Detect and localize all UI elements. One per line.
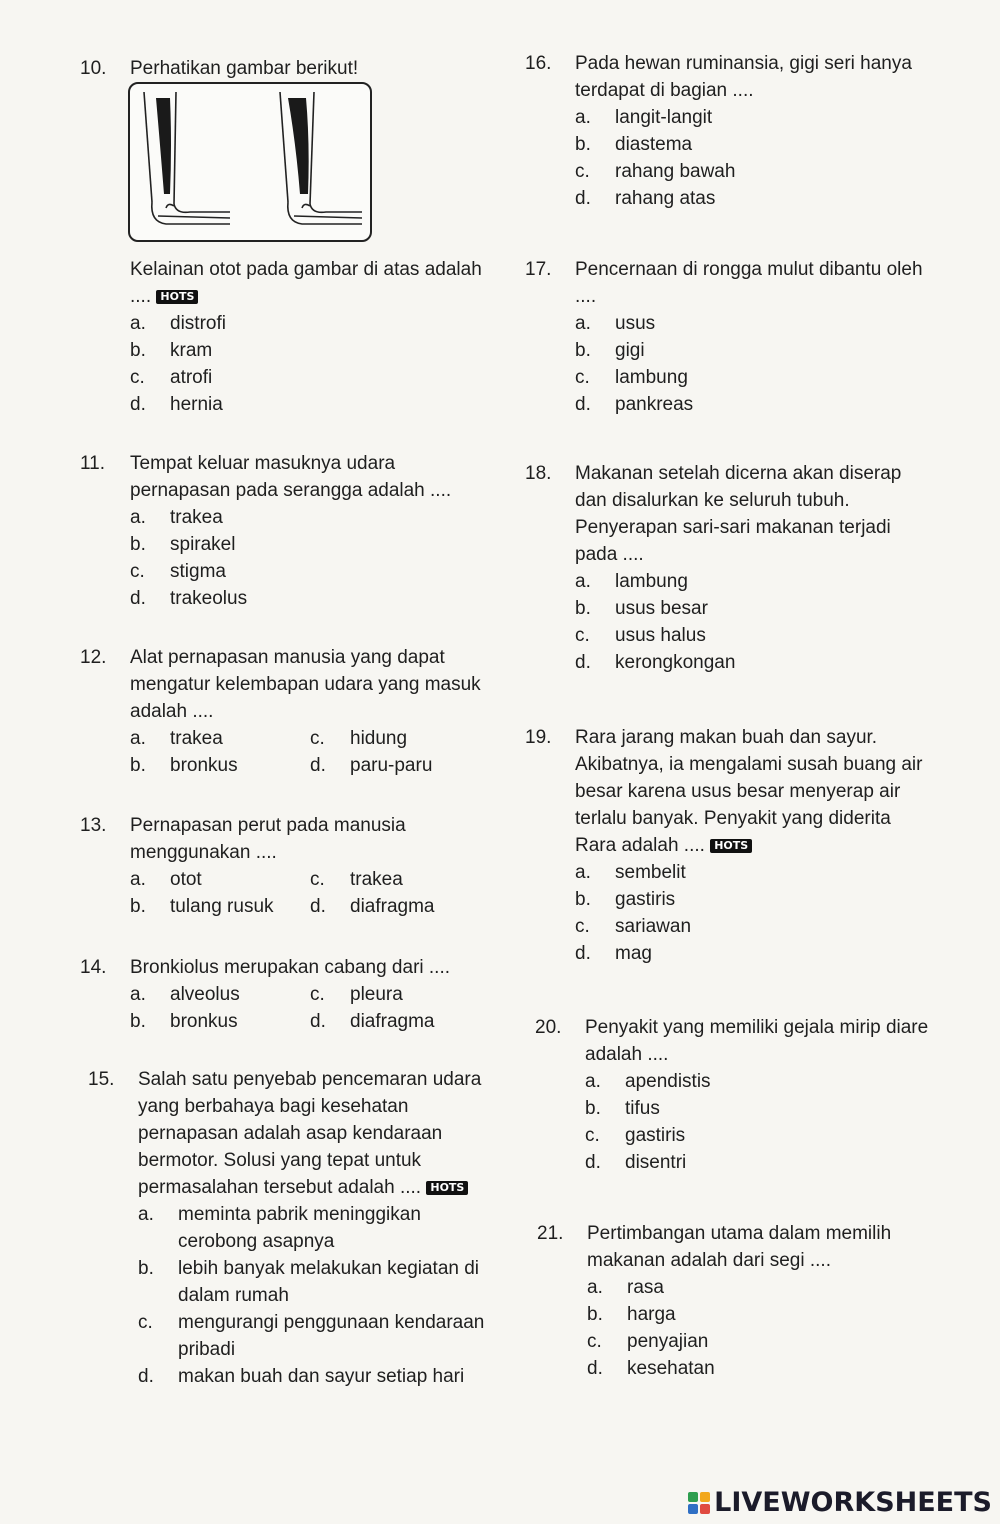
question-number: 15.	[88, 1069, 115, 1090]
option-d[interactable]: d. mag	[575, 943, 652, 964]
option-a[interactable]: a. otot	[130, 869, 202, 890]
arm-muscle-icon	[130, 84, 366, 236]
option-b[interactable]: b. tulang rusuk	[130, 896, 274, 917]
option-a[interactable]: a. usus	[575, 313, 656, 334]
logo-square	[688, 1492, 698, 1502]
question-stem: Bronkiolus merupakan cabang dari ....	[130, 957, 451, 978]
liveworksheets-brand[interactable]	[688, 1487, 992, 1518]
option-d[interactable]: d. pankreas	[575, 394, 694, 415]
logo-square	[700, 1492, 710, 1502]
hots-badge: HOTS	[710, 839, 752, 853]
question-stem: Pertimbangan utama dalam memilih makanan adalah dari segi ....	[587, 1223, 892, 1271]
option-d[interactable]: d. disentri	[585, 1152, 687, 1173]
option-c[interactable]: c. penyajian	[587, 1331, 709, 1352]
option-d[interactable]: d. rahang atas	[575, 188, 716, 209]
option-b[interactable]: b. gastiris	[575, 889, 676, 910]
option-a[interactable]: a. rasa	[587, 1277, 664, 1298]
question-number: 16.	[525, 53, 552, 74]
option-a[interactable]: a. lambung	[575, 571, 688, 592]
question-stem: Kelainan otot pada gambar di atas adalah ....	[130, 259, 482, 307]
option-c[interactable]: c. mengurangi penggunaan kendaraan pribadi	[138, 1312, 485, 1360]
question-number: 20.	[535, 1017, 562, 1038]
option-d[interactable]: d. trakeolus	[130, 588, 248, 609]
option-c[interactable]: c. rahang bawah	[575, 161, 736, 182]
option-d[interactable]: d. kesehatan	[587, 1358, 715, 1379]
option-b[interactable]: b. lebih banyak melakukan kegiatan di dalam rumah	[138, 1258, 480, 1306]
option-b[interactable]: b. gigi	[575, 340, 645, 361]
question-stem: Alat pernapasan manusia yang dapat mengatur kelembapan udara yang masuk adalah ....	[130, 647, 481, 722]
option-c[interactable]: c. gastiris	[585, 1125, 686, 1146]
option-b[interactable]: b. spirakel	[130, 534, 236, 555]
hots-badge: HOTS	[156, 290, 198, 304]
question-number: 21.	[537, 1223, 564, 1244]
question-number: 14.	[80, 957, 107, 978]
option-d[interactable]: d. paru-paru	[310, 755, 433, 776]
option-a[interactable]: a. alveolus	[130, 984, 240, 1005]
option-b[interactable]: b. bronkus	[130, 755, 238, 776]
option-a[interactable]: a. trakea	[130, 507, 223, 528]
option-c[interactable]: c. sariawan	[575, 916, 692, 937]
option-c[interactable]: c. atrofi	[130, 367, 213, 388]
question-number: 10.	[80, 58, 107, 79]
question-number: 11.	[80, 453, 106, 474]
option-b[interactable]: b. usus besar	[575, 598, 708, 619]
question-stem: Pada hewan ruminansia, gigi seri hanya terdapat di bagian ....	[575, 53, 912, 101]
question-stem: Tempat keluar masuknya udara pernapasan pada serangga adalah ....	[130, 453, 452, 501]
option-c[interactable]: c. lambung	[575, 367, 688, 388]
option-a[interactable]: a. meminta pabrik meninggikan cerobong asapnya	[138, 1204, 421, 1252]
option-a[interactable]: a. apendistis	[585, 1071, 711, 1092]
option-a[interactable]: a. langit-langit	[575, 107, 713, 128]
option-d[interactable]: d. diafragma	[310, 896, 435, 917]
logo-square	[700, 1504, 710, 1514]
option-b[interactable]: b. tifus	[585, 1098, 660, 1119]
option-d[interactable]: d. hernia	[130, 394, 223, 415]
hots-badge: HOTS	[426, 1181, 468, 1195]
question-number: 13.	[80, 815, 107, 836]
option-a[interactable]: a. sembelit	[575, 862, 686, 883]
option-c[interactable]: c. stigma	[130, 561, 226, 582]
option-a[interactable]: a. distrofi	[130, 313, 226, 334]
question-number: 19.	[525, 727, 552, 748]
option-c[interactable]: c. trakea	[310, 869, 403, 890]
question-stem: Penyakit yang memiliki gejala mirip diare adalah ....	[585, 1017, 929, 1065]
option-a[interactable]: a. trakea	[130, 728, 223, 749]
question-stem: Pencernaan di rongga mulut dibantu oleh ....	[575, 259, 923, 307]
option-d[interactable]: d. diafragma	[310, 1011, 435, 1032]
question-stem: Salah satu penyebab pencemaran udara yang berbahaya bagi kesehatan pernapasan adalah asap kendaraan bermotor. Solusi yang tepat untuk permasalahan tersebut adalah ....	[138, 1069, 482, 1198]
question-number: 18.	[525, 463, 552, 484]
question-number: 12.	[80, 647, 107, 668]
question-stem: Rara jarang makan buah dan sayur. Akibatnya, ia mengalami susah buang air besar karena usus besar menyerap air terlalu banyak. Penyakit yang diderita Rara adalah ....	[575, 727, 923, 856]
brand-name: LIVEWORKSHEETS	[714, 1487, 992, 1518]
option-c[interactable]: c. pleura	[310, 984, 403, 1005]
option-b[interactable]: b. kram	[130, 340, 213, 361]
arm-muscle-figure	[128, 82, 372, 242]
option-b[interactable]: b. diastema	[575, 134, 693, 155]
logo-square	[688, 1504, 698, 1514]
option-c[interactable]: c. usus halus	[575, 625, 706, 646]
option-b[interactable]: b. bronkus	[130, 1011, 238, 1032]
option-b[interactable]: b. harga	[587, 1304, 676, 1325]
liveworksheets-logo-icon	[688, 1492, 710, 1514]
question-stem: Pernapasan perut pada manusia menggunakan ....	[130, 815, 406, 863]
question-stem: Makanan setelah dicerna akan diserap dan disalurkan ke seluruh tubuh. Penyerapan sari-sari makanan terjadi pada ....	[575, 463, 902, 565]
option-c[interactable]: c. hidung	[310, 728, 408, 749]
question-number: 17.	[525, 259, 552, 280]
question-stem: Perhatikan gambar berikut!	[130, 58, 359, 79]
option-d[interactable]: d. kerongkongan	[575, 652, 736, 673]
option-d[interactable]: d. makan buah dan sayur setiap hari	[138, 1366, 465, 1387]
